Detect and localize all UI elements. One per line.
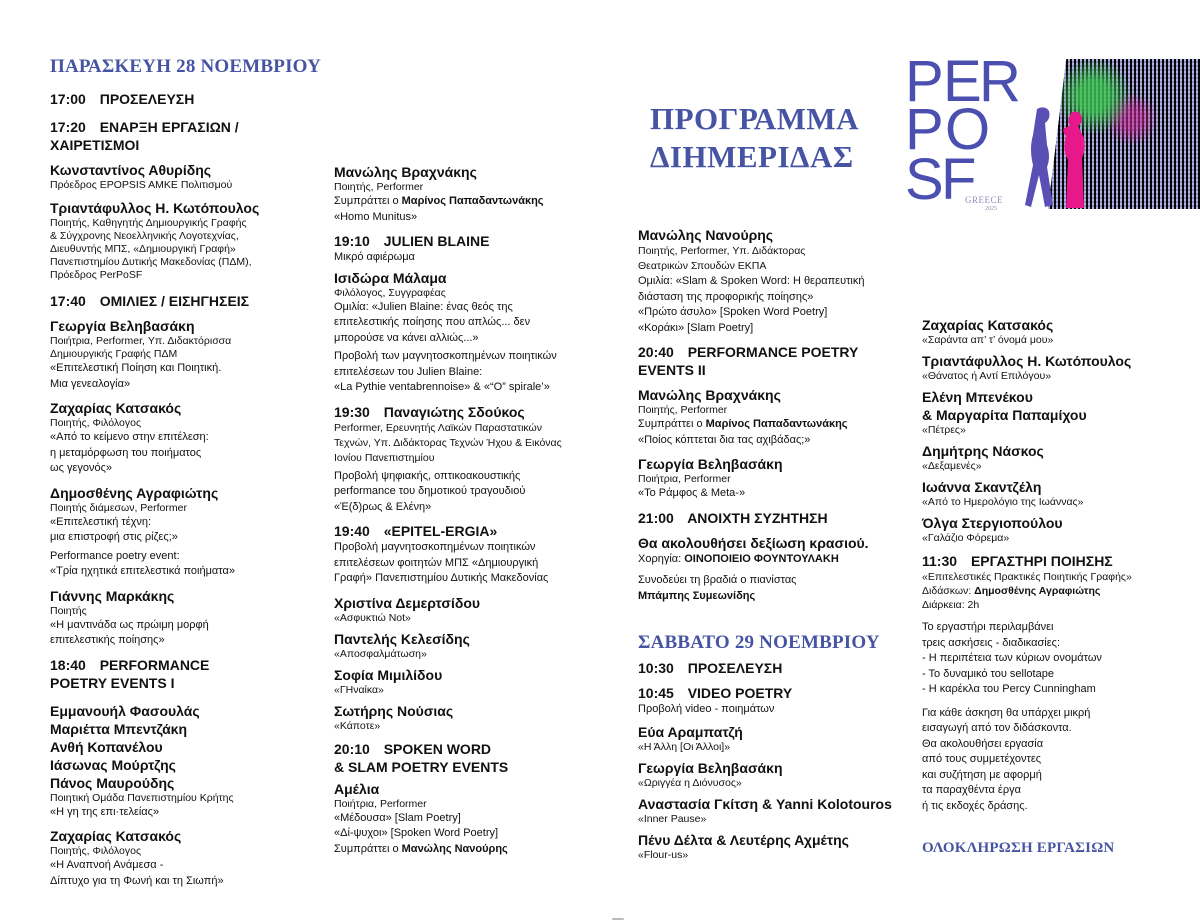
student-name: Παντελής Κελεσίδης	[334, 630, 470, 647]
work-title: «ΓΗναίκα»	[334, 683, 384, 696]
slot-label-cont: POETRY EVENTS I	[50, 674, 175, 691]
performer-name: Πάνος Μαυρούδης	[50, 774, 175, 791]
speaker-kotopoulos	[50, 199, 325, 282]
speaker-role: Ιονίου Πανεπιστημίου	[334, 451, 435, 464]
workshop-text: τρεις ασκήσεις - διαδικασίες:	[922, 636, 1060, 649]
slot-2100	[638, 509, 923, 527]
slot-time: 20:10	[334, 740, 370, 757]
workshop-text: από τους συμμετέχοντες	[922, 753, 1042, 765]
performer-name: Ανθή Κοπανέλου	[50, 738, 163, 755]
column-3	[638, 0, 923, 862]
talk-title: διάσταση της προφορικής ποίησης»	[638, 290, 814, 303]
talk-title: «Η μαντινάδα ως πρώιμη μορφή	[50, 618, 209, 631]
talk-title: Ομιλία: «Slam & Spoken Word: Η θεραπευτική	[638, 275, 865, 287]
speaker-velvasaki	[50, 317, 325, 392]
video-author: Τριαντάφυλλος Η. Κωτόπουλος	[922, 353, 1132, 369]
video-item	[638, 723, 923, 754]
video-title: «Flour-us»	[638, 848, 689, 861]
page-fold-mark	[612, 918, 624, 920]
speaker-malama	[334, 269, 624, 396]
collaborator-line	[334, 842, 624, 858]
speaker-role: Πρόεδρος EPOPSIS AMKE Πολιτισμού	[50, 179, 233, 191]
speaker-role: Θεατρικών Σπουδών ΕΚΠΑ	[638, 260, 767, 272]
workshop-title: «Επιτελεστικές Πρακτικές Ποιητικής Γραφής»	[922, 571, 1132, 583]
speaker-name: Παναγιώτης Σδούκος	[383, 403, 525, 420]
slot-label-cont: EVENTS II	[638, 362, 706, 378]
workshop-text: Θα ακολουθήσει εργασία	[922, 737, 1044, 750]
speaker-name: Κωνσταντίνος Αθυρίδης	[50, 162, 212, 178]
student-item	[334, 594, 624, 625]
logo-letter: O	[945, 97, 987, 162]
video-item	[922, 352, 1192, 383]
speaker-name: Τριαντάφυλλος Η. Κωτόπουλος	[50, 200, 260, 216]
slot-label: JULIEN BLAINE	[383, 233, 490, 249]
logo-letter: R	[979, 49, 1017, 114]
speaker-role: Ποιητής διάμεσων, Performer	[50, 501, 187, 514]
video-item	[922, 442, 1192, 473]
speaker-name: Γιάννης Μαρκάκης	[50, 587, 175, 604]
video-author: Αναστασία Γκίτση & Yanni Kolotouros	[638, 795, 892, 812]
collab-name: Μαρίνος Παπαδαντωνάκης	[705, 418, 848, 430]
screening-desc: επιτελέσεων φοιτητών ΜΠΣ «Δημιουργική	[334, 556, 539, 569]
slot-label: PERFORMANCE POETRY	[687, 344, 859, 360]
slot-time: 20:40	[638, 344, 674, 360]
performance-desc: performance του δημοτικού τραγουδιού	[334, 485, 526, 497]
slot-time: 18:40	[50, 656, 86, 673]
slot-1940	[334, 522, 624, 587]
work-title: «Μέδουσα» [Slam Poetry]	[334, 811, 461, 824]
reception-title: Θα ακολουθήσει δεξίωση κρασιού.	[638, 534, 869, 551]
speaker-role: Ποιήτρια, Performer, Υπ. Διδακτόρισσα	[50, 335, 232, 347]
collaborator-line	[334, 194, 624, 210]
speaker-agrafiotis	[50, 484, 325, 580]
event-label: Performance poetry event:	[50, 549, 180, 562]
video-title: «Θάνατος ή Αντί Επιλόγου»	[922, 370, 1052, 382]
logo-letter: P	[905, 97, 940, 162]
performer-group	[50, 702, 325, 821]
collab-prefix: Συμπράττει ο	[638, 418, 706, 430]
video-author: Γεωργία Βεληβασάκη	[638, 759, 783, 776]
video-author: & Μαργαρίτα Παπαμίχου	[922, 407, 1087, 423]
workshop-text: Για κάθε άσκηση θα υπάρχει μικρή	[922, 706, 1091, 719]
video-author: Ιωάννα Σκαντζέλη	[922, 479, 1042, 495]
slot-time: 10:30	[638, 660, 674, 676]
slot-label: ΠΡΟΣΕΛΕΥΣΗ	[99, 91, 195, 107]
slot-time: 11:30	[922, 553, 958, 569]
work-title: Δίπτυχο για τη Φωνή και τη Σιωπή»	[50, 874, 224, 887]
speaker-name: Μανώλης Βραχνάκης	[638, 387, 781, 403]
workshop-exercise: - Η καρέκλα του Percy Cunningham	[922, 683, 1096, 695]
slot-1045	[638, 684, 923, 702]
work-title: «Η γη της επι·τελείας»	[50, 805, 160, 818]
speaker-role: Τεχνών, Υπ. Διδάκτορας Τεχνών Ήχου & Εικόνας	[334, 436, 562, 449]
video-author: Εύα Αραμπατζή	[638, 723, 743, 740]
workshop-exercise: - Το δυναμικό του sellotape	[922, 667, 1054, 680]
workshop-notes	[922, 706, 1192, 815]
closing-heading: ΟΛΟΚΛΗΡΩΣΗ ΕΡΓΑΣΙΩΝ	[922, 840, 1115, 856]
title-line-2: ΔΙΗΜΕΡΙΔΑΣ	[650, 139, 854, 174]
video-author: Ζαχαρίας Κατσακός	[922, 317, 1054, 333]
slot-subtitle: Προβολή video - ποιημάτων	[638, 703, 775, 715]
work-title: «Κάποτε»	[334, 719, 381, 732]
work-title: «Homo Munitus»	[334, 210, 418, 223]
speaker-katsakos	[50, 399, 325, 477]
speaker-role: Ποιήτρια, Performer	[638, 473, 731, 485]
sponsor-prefix: Χορηγία:	[638, 552, 685, 565]
collab-name: Μανώλης Νανούρης	[401, 842, 508, 855]
slot-label-cont: & SLAM POETRY EVENTS	[334, 758, 509, 775]
slot-subtitle: Μικρό αφιέρωμα	[334, 251, 415, 263]
slot-time: 19:30	[334, 403, 370, 420]
title-line-1: ΠΡΟΓΡΑΜΜΑ	[650, 101, 860, 136]
speaker-role: Διευθυντής ΜΠΣ, «Δημιουργική Γραφή»	[50, 243, 236, 255]
speaker-name: Μανώλης Βραχνάκης	[334, 164, 477, 180]
performer-name: Εμμανουήλ Φασουλάς	[50, 702, 200, 719]
talk-title: η μεταμόρφωση του ποιήματος	[50, 446, 202, 459]
speaker-name: Αμέλια	[334, 780, 380, 797]
slot-time: 17:20	[50, 119, 86, 135]
speaker-velvasaki-2	[638, 455, 923, 502]
speaker-role: & Σύγχρονης Νεοελληνικής Λογοτεχνίας,	[50, 230, 239, 242]
logo-letter: P	[905, 49, 940, 114]
logo-letter: F	[941, 147, 973, 212]
performer-name: Μαριέττα Μπεντζάκη	[50, 720, 188, 737]
slot-time: 17:00	[50, 91, 86, 107]
talk-title: μπορούσε να κάνει αλλιώς...»	[334, 331, 479, 344]
video-item	[922, 514, 1192, 545]
talk-title: «Επιτελεστική τέχνη:	[50, 515, 152, 528]
day1-heading: ΠΑΡΑΣΚΕΥΗ 28 ΝΟΕΜΒΡΙΟΥ	[50, 56, 322, 77]
talk-title: επιτελεστικής ποίησης που απλώς... δεν	[334, 316, 531, 328]
slot-label: SPOKEN WORD	[383, 740, 492, 757]
performance-desc: «Έ(δ)ρως & Ελένη»	[334, 500, 432, 513]
slot-label-cont: ΧΑΙΡΕΤΙΣΜΟΙ	[50, 137, 140, 153]
slot-time: 10:45	[638, 685, 674, 701]
slot-label: ΑΝΟΙΧΤΗ ΣΥΖΗΤΗΣΗ	[687, 509, 828, 526]
video-author: Όλγα Στεργιοπούλου	[922, 515, 1063, 531]
logo-country: GREECE	[965, 195, 1003, 205]
speaker-athyridis	[50, 161, 325, 192]
speaker-role: Ποιητής, Φιλόλογος	[50, 845, 141, 857]
slot-1910	[334, 232, 624, 250]
video-author: Δημήτρης Νάσκος	[922, 443, 1044, 459]
talk-title: ως γεγονός»	[50, 462, 113, 474]
column-2	[334, 0, 624, 857]
slot-label: ΕΡΓΑΣΤΗΡΙ ΠΟΙΗΣΗΣ	[970, 553, 1113, 569]
slot-time: 19:40	[334, 523, 370, 539]
speaker-role: Ποιητής	[50, 604, 87, 617]
workshop-text: και συζήτηση με αφορμή	[922, 768, 1042, 781]
video-item	[638, 831, 923, 862]
work-title: «Η Αναπνοή Ανάμεσα -	[50, 859, 164, 871]
talk-title: «Επιτελεστική Ποίηση και Ποιητική.	[50, 362, 222, 374]
work-title: «Πρώτο άσυλο» [Spoken Word Poetry]	[638, 306, 828, 318]
screening-desc: «La Pythie ventabrennoise» & «“O” spirale’»	[334, 381, 550, 393]
collab-prefix: Συμπράττει ο	[334, 842, 402, 855]
slot-label: «EPITEL-ERGIA»	[383, 523, 498, 539]
speaker-name: Γεωργία Βεληβασάκη	[50, 318, 195, 334]
workshop-teacher	[922, 584, 1192, 598]
speaker-name: Ισιδώρα Μάλαμα	[334, 269, 447, 286]
video-item	[638, 795, 923, 826]
video-title: «Ωριγγέα η Διόνυσος»	[638, 776, 742, 789]
workshop-text: ή τις εκδοχές δράσης.	[922, 799, 1028, 812]
logo-letter: S	[905, 147, 940, 212]
speaker-role: Ποιητής, Performer	[334, 181, 424, 193]
video-item	[638, 759, 923, 790]
teacher-name: Δημοσθένης Αγραφιώτης	[974, 585, 1101, 597]
talk-title: επιτελεστικής ποίησης»	[50, 634, 165, 646]
speaker-name: Ζαχαρίας Κατσακός	[50, 828, 182, 844]
slot-label: ΠΡΟΣΕΛΕΥΣΗ	[687, 660, 783, 676]
video-item	[922, 478, 1192, 509]
screening-desc: Προβολή των μαγνητοσκοπημένων ποιητικών	[334, 350, 557, 362]
collab-prefix: Συμπράττει ο	[334, 195, 402, 207]
speaker-name: Ζαχαρίας Κατσακός	[50, 400, 182, 416]
slot-1740	[50, 292, 325, 310]
slot-1930	[334, 403, 624, 516]
video-title: «Η Άλλη [Οι Άλλοι]»	[638, 740, 731, 753]
speaker-katsakos-2	[50, 827, 325, 889]
speaker-name: Δημοσθένης Αγραφιώτης	[50, 484, 219, 501]
talk-title: Μια γενεαλογία»	[50, 377, 131, 390]
work-title: «Κοράκι» [Slam Poetry]	[638, 321, 754, 334]
video-title: «Γαλάζιο Φόρεμα»	[922, 532, 1010, 544]
workshop-text: τα παραχθέντα έργα	[922, 784, 1021, 796]
logo-year: 2025	[985, 206, 997, 212]
work-title: «Δί-ψυχοι» [Spoken Word Poetry]	[334, 827, 499, 839]
student-name: Σωτήρης Νούσιας	[334, 702, 454, 719]
column-1	[50, 0, 325, 889]
slot-1130	[922, 552, 1192, 814]
screening-desc: Γραφή» Πανεπιστημίου Δυτικής Μακεδονίας	[334, 572, 549, 584]
day2-heading: ΣΑΒΒΑΤΟ 29 ΝΟΕΜΒΡΙΟΥ	[638, 632, 880, 653]
performer-name: Ιάσωνας Μούρτζης	[50, 756, 176, 773]
talk-title: μια επιστροφή στις ρίζες;»	[50, 531, 178, 543]
slot-2010	[334, 740, 624, 776]
reception-info	[638, 534, 923, 605]
performance-desc: Προβολή ψηφιακής, οπτικοακουστικής	[334, 469, 521, 482]
slot-label: VIDEO POETRY	[687, 685, 793, 701]
student-item	[334, 702, 624, 733]
teacher-prefix: Διδάσκων:	[922, 585, 975, 597]
pianist-name: Μπάμπης Συμεωνίδης	[638, 589, 756, 602]
speaker-role: Ποιητής, Performer	[638, 404, 728, 416]
student-item	[334, 630, 624, 661]
sponsor-name: ΟΙΝΟΠΟΙΕΙΟ ΦΟΥΝΤΟΥΛΑΚΗ	[684, 552, 839, 565]
group-affiliation: Ποιητική Ομάδα Πανεπιστημίου Κρήτης	[50, 791, 234, 804]
slot-label: ΟΜΙΛΙΕΣ / ΕΙΣΗΓΗΣΕΙΣ	[99, 293, 250, 309]
speaker-role: Πανεπιστημίου Δυτικής Μακεδονίας (ΠΔΜ),	[50, 256, 252, 268]
video-author: Πένυ Δέλτα & Λευτέρης Αχμέτης	[638, 831, 849, 848]
slot-time: 21:00	[638, 509, 674, 526]
work-title: «Αποσφαλμάτωση»	[334, 647, 427, 660]
speaker-name: Μανώλης Νανούρης	[638, 227, 774, 243]
workshop-includes	[922, 620, 1192, 698]
slot-time: 17:40	[50, 293, 86, 309]
speaker-role: Δημιουργικής Γραφής ΠΔΜ	[50, 348, 178, 360]
workshop-text: εισαγωγή από τον διδάσκοντα.	[922, 722, 1072, 734]
slot-1840	[50, 656, 325, 692]
video-author: Ελένη Μπενέκου	[922, 389, 1033, 405]
pianist-label: Συνοδεύει τη βραδιά ο πιανίστας	[638, 574, 797, 586]
work-title: «Το Ράμφος & Meta-»	[638, 487, 746, 499]
workshop-text: Το εργαστήρι περιλαμβάνει	[922, 621, 1054, 633]
sponsor-line	[638, 552, 923, 568]
speaker-amelia	[334, 780, 624, 858]
student-name: Σοφία Μιμιλίδου	[334, 666, 443, 683]
collab-name: Μαρίνος Παπαδαντωνάκης	[401, 195, 544, 207]
work-title: «Ποίος κόπτεται δια τας αχιβάδας;»	[638, 433, 811, 446]
slot-time: 19:10	[334, 233, 370, 249]
video-title: «Πέτρες»	[922, 424, 966, 436]
video-title: «Σαράντα απ’ τ’ όνομά μου»	[922, 334, 1054, 346]
column-4	[922, 0, 1192, 857]
video-item	[922, 388, 1192, 437]
slot-1700	[50, 90, 325, 108]
talk-title: «Από το κείμενο στην επιτέλεση:	[50, 431, 209, 443]
speaker-role: Ποιητής, Performer, Υπ. Διδάκτορας	[638, 245, 806, 257]
slot-1720	[50, 118, 325, 154]
slot-label: PERFORMANCE	[99, 656, 210, 673]
work-title: «Ασφυκτιώ Not»	[334, 611, 411, 624]
speaker-role: Performer, Ερευνητής Λαϊκών Παραστατικών	[334, 421, 543, 434]
speaker-role: Ποιήτρια, Performer	[334, 797, 427, 810]
screening-desc: Προβολή μαγνητοσκοπημένων ποιητικών	[334, 541, 536, 553]
speaker-name: Γεωργία Βεληβασάκη	[638, 456, 783, 472]
speaker-role: Ποιητής, Καθηγητής Δημιουργικής Γραφής	[50, 217, 247, 229]
student-item	[334, 666, 624, 697]
collaborator-line	[638, 417, 923, 433]
student-name: Χριστίνα Δεμερτσίδου	[334, 594, 481, 611]
speaker-role: Φιλόλογος, Συγγραφέας	[334, 286, 446, 299]
workshop-exercise: - Η περιπέτεια των κύριων ονομάτων	[922, 652, 1102, 664]
speaker-role: Ποιητής, Φιλόλογος	[50, 417, 141, 429]
workshop-duration: Διάρκεια: 2h	[922, 599, 980, 611]
event-title: «Τρία ηχητικά επιτελεστικά ποιήματα»	[50, 565, 235, 577]
video-item	[922, 316, 1192, 347]
slot-1030	[638, 659, 923, 677]
speaker-markakis	[50, 587, 325, 649]
speaker-vrachnakis	[334, 163, 624, 225]
speaker-vrachnakis-2	[638, 386, 923, 448]
speaker-nanouris	[638, 226, 923, 336]
talk-title: Ομιλία: «Julien Blaine: ένας θεός της	[334, 300, 513, 313]
video-title: «Inner Pause»	[638, 812, 707, 825]
slot-2040	[638, 343, 923, 379]
video-title: «Δεξαμενές»	[922, 460, 982, 472]
video-title: «Από το Ημερολόγιο της Ιωάννας»	[922, 496, 1084, 508]
screening-desc: επιτελέσεων του Julien Blaine:	[334, 365, 483, 378]
slot-label: ΕΝΑΡΞΗ ΕΡΓΑΣΙΩΝ /	[99, 119, 239, 135]
logo-letter: E	[943, 49, 978, 114]
speaker-role: Πρόεδρος PerPoSF	[50, 269, 143, 281]
